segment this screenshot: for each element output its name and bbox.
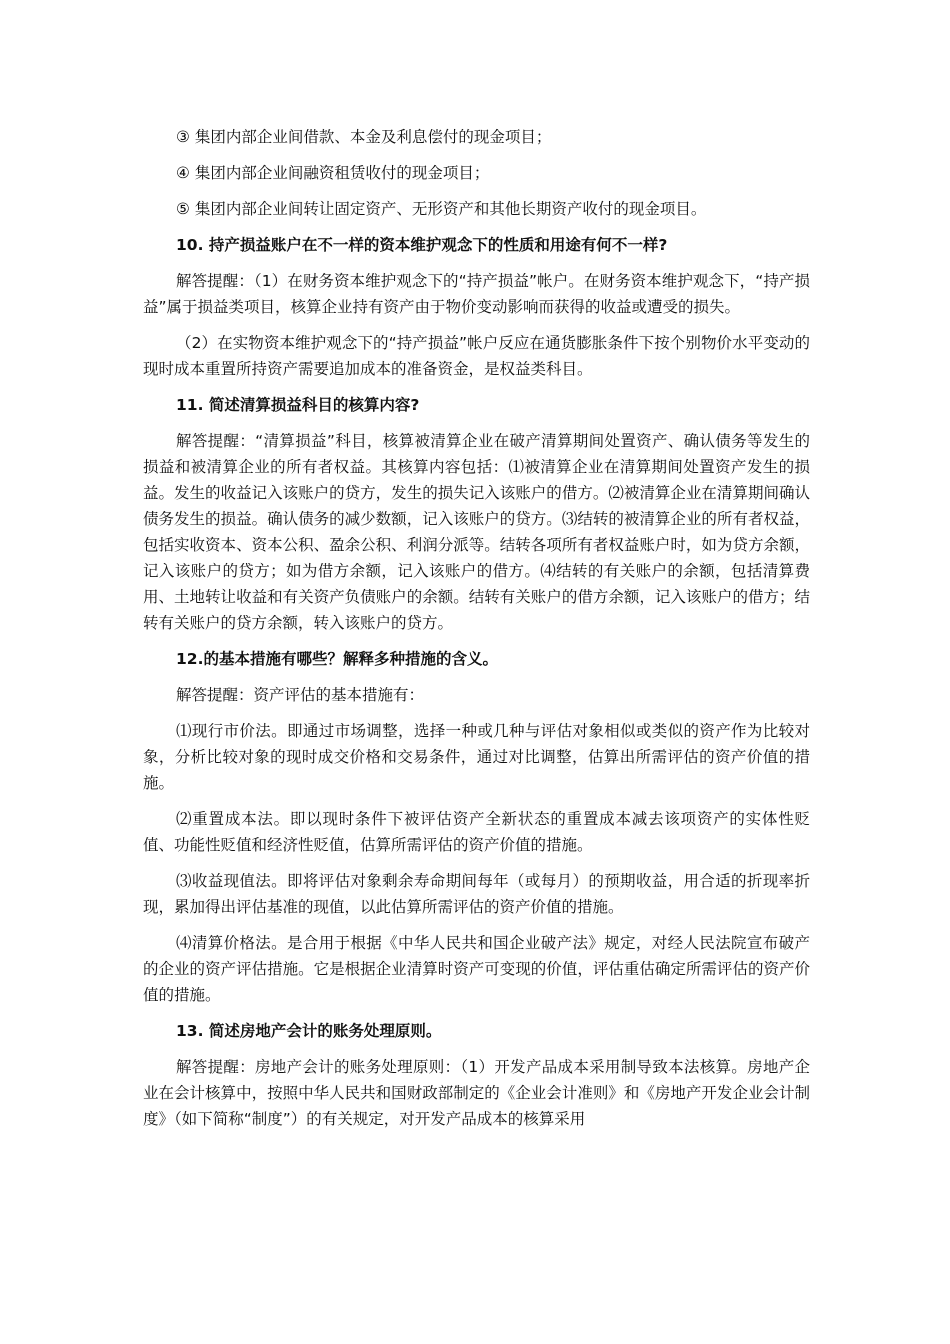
list-item-5: ⑤ 集团内部企业间转让固定资产、无形资产和其他长期资产收付的现金项目。: [176, 200, 707, 218]
list-item-4: ④ 集团内部企业间融资租赁收付的现金项目；: [176, 164, 490, 182]
question-12-intro: 解答提醒：资产评估的基本措施有：: [176, 686, 425, 704]
question-10-heading: 10. 持产损益账户在不一样的资本维护观念下的性质和用途有何不一样?: [176, 236, 668, 254]
question-10-answer-2: （2）在实物资本维护观念下的“持产损益”帐户反应在通货膨胀条件下按个别物价水平变动的现时成本重置所持资产需要追加成本的准备资金，是权益类科目。: [143, 334, 810, 378]
question-13-heading: 13. 简述房地产会计的账务处理原则。: [176, 1022, 442, 1040]
method-2-replacement-cost: ⑵重置成本法。即以现时条件下被评估资产全新状态的重置成本减去该项资产的实体性贬值、功能性贬值和经济性贬值，估算所需评估的资产价值的措施。: [143, 810, 810, 854]
method-1-market-price: ⑴现行市价法。即通过市场调整，选择一种或几种与评估对象相似或类似的资产作为比较对象，分析比较对象的现时成交价格和交易条件，通过对比调整，估算出所需评估的资产价值的措施。: [143, 722, 810, 792]
question-13-answer: 解答提醒：房地产会计的账务处理原则：（1）开发产品成本采用制导致本法核算。房地产企业在会计核算中，按照中华人民共和国财政部制定的《企业会计准则》和《房地产开发企业会计制度》（如下简称“制度”）的有关规定，对开发产品成本的核算采用: [143, 1058, 810, 1128]
question-11-answer: 解答提醒：“清算损益”科目，核算被清算企业在破产清算期间处置资产、确认债务等发生的损益和被清算企业的所有者权益。其核算内容包括：⑴被清算企业在清算期间处置资产发生的损益。发生的收益记入该账户的贷方，发生的损失记入该账户的借方。⑵被清算企业在清算期间确认债务发生的损益。确认债务的减少数额，记入该账户的贷方。⑶结转的被清算企业的所有者权益，包括实收资本、资本公积、盈余公积、利润分派等。结转各项所有者权益账户时，如为贷方余额，记入该账户的贷方；如为借方余额，记入该账户的借方。⑷结转的有关账户的余额，包括清算费用、土地转让收益和有关资产负债账户的余额。结转有关账户的借方余额，记入该账户的借方；结转有关账户的贷方余额，转入该账户的贷方。: [143, 432, 810, 632]
question-12-heading: 12.的基本措施有哪些？解释多种措施的含义。: [176, 650, 498, 668]
list-item-3: ③ 集团内部企业间借款、本金及利息偿付的现金项目；: [176, 128, 552, 146]
question-10-answer-1: 解答提醒：（1）在财务资本维护观念下的“持产损益”帐户。在财务资本维护观念下，“持产损益”属于损益类项目，核算企业持有资产由于物价变动影响而获得的收益或遭受的损失。: [143, 272, 810, 316]
method-3-income-present-value: ⑶收益现值法。即将评估对象剩余寿命期间每年（或每月）的预期收益，用合适的折现率折现，累加得出评估基准的现值，以此估算所需评估的资产价值的措施。: [143, 872, 810, 916]
method-4-liquidation-price: ⑷清算价格法。是合用于根据《中华人民共和国企业破产法》规定，对经人民法院宣布破产的企业的资产评估措施。它是根据企业清算时资产可变现的价值，评估重估确定所需评估的资产价值的措施。: [143, 934, 810, 1004]
document-page: [143, 124, 810, 1132]
question-11-heading: 11. 简述清算损益科目的核算内容?: [176, 396, 420, 414]
